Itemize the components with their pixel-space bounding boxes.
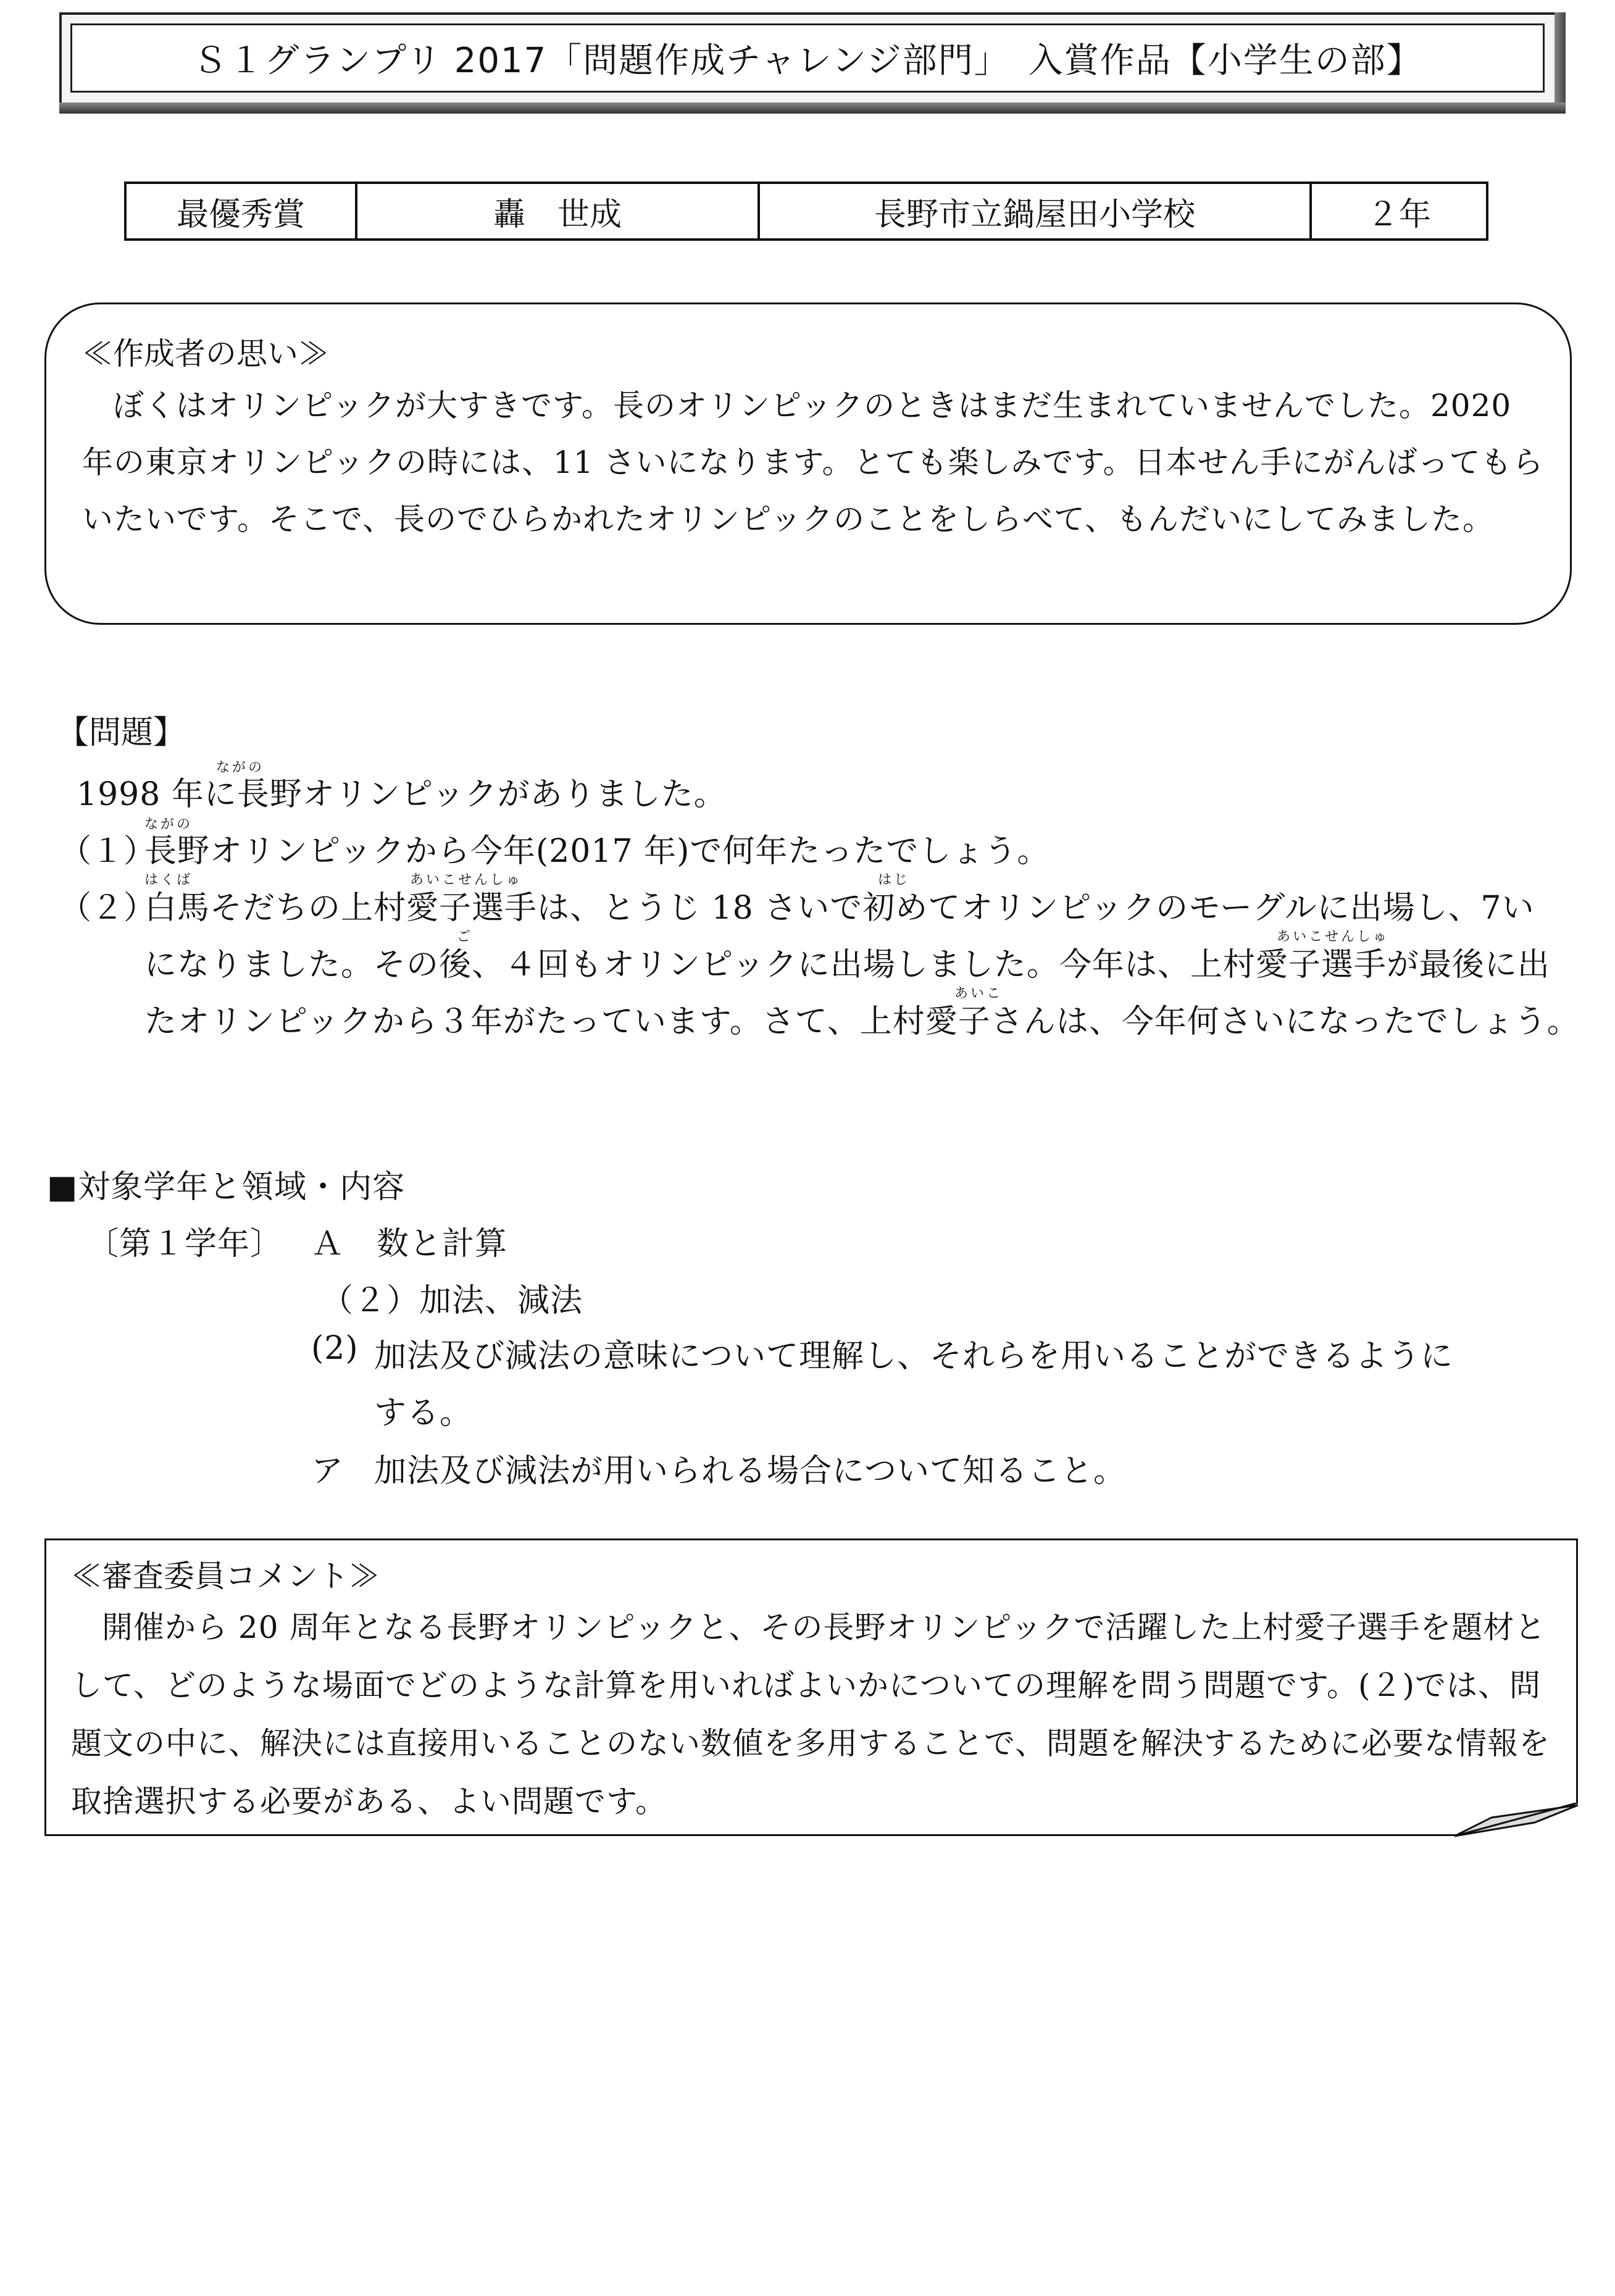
award-school: 長野市立鍋屋田小学校 [759,183,1311,240]
page-title: Ｓ１グランプリ 2017「問題作成チャレンジ部門」 入賞作品【小学生の部】 [193,41,1422,81]
q2-furigana-aiko-3: あいこ [954,986,1003,1001]
q2-furigana-aiko-2: あいこせんしゅ [1277,929,1390,945]
reviewer-comment-heading: ≪審査委員コメント≫ [71,1558,380,1594]
q1-furigana: ながの [144,817,193,832]
author-thoughts-body: ぼくはオリンピックが大すきです。長のオリンピックのときはまだ生まれていませんでした。2020 年の東京オリンピックの時には、11 さいになります。とても楽しみです。日本せん手にがんばってもらいたいです。そこで、長のでひらかれたオリンピックのことをしらべて、もんだいにしてみました。 [82,388,1544,537]
q2-label: （２） [59,890,156,927]
target-sub-text-1: 加法及び減法の意味について理解し、それらを用いることができるように [374,1338,1453,1375]
q1-label: （１） [59,833,156,870]
q2-furigana-hakuba: はくば [144,872,193,888]
problem-intro: 1998 年に長野オリンピックがありました。 [77,776,727,813]
award-row [125,183,1487,240]
title-frame [59,12,1566,114]
target-item: （２）加法、減法 [321,1282,583,1319]
q2-line-3: たオリンピックから３年がたっています。さて、上村愛子さんは、今年何さいになったでしょう。 [144,1003,1580,1040]
intro-furigana: ながの [216,760,265,775]
q2-line-2: になりました。その後、４回もオリンピックに出場しました。今年は、上村愛子選手が最後に出 [144,946,1550,983]
target-grade: 〔第１学年〕 [86,1225,283,1263]
award-prize: 最優秀賞 [125,183,356,240]
problem-heading: 【問題】 [57,714,186,751]
target-a-text: 加法及び減法が用いられる場合について知ること。 [374,1453,1126,1490]
author-thoughts-box [44,303,1572,625]
title-inner-frame [70,23,1545,93]
award-table [124,182,1488,241]
author-thoughts-heading: ≪作成者の思い≫ [82,336,329,372]
target-sub-text-2: する。 [374,1395,473,1432]
q2-line-1: 白馬そだちの上村愛子選手は、とうじ 18 さいで初めてオリンピックのモーグルに出場し、7い [144,890,1535,927]
q2-furigana-haji: はじ [878,872,911,888]
award-grade: ２年 [1311,183,1487,240]
page-curl-icon [1454,1803,1578,1840]
reviewer-comment-body: 開催から 20 周年となる長野オリンピックと、その長野オリンピックで活躍した上村愛子選手を題材として、どのような場面でどのような計算を用いればよいかについての理解を問う問題です。(２)では、問題文の中に、解決には直接用いることのない数値を多用することで、問題を解決するために必要な情報を取捨選択する必要がある、よい問題です。 [71,1609,1550,1819]
q1-text: 長野オリンピックから今年(2017 年)で何年たったでしょう。 [144,833,1050,870]
target-heading: ■対象学年と領域・内容 [47,1169,406,1206]
q2-furigana-go: ご [457,929,474,945]
target-area: Ａ 数と計算 [311,1225,508,1263]
q2-furigana-aiko: あいこせんしゅ [410,872,523,888]
reviewer-comment-box [44,1538,1578,1836]
award-name: 轟 世成 [356,183,759,240]
target-a-label: ア [311,1453,344,1490]
target-sub-label: (2) [311,1330,359,1367]
